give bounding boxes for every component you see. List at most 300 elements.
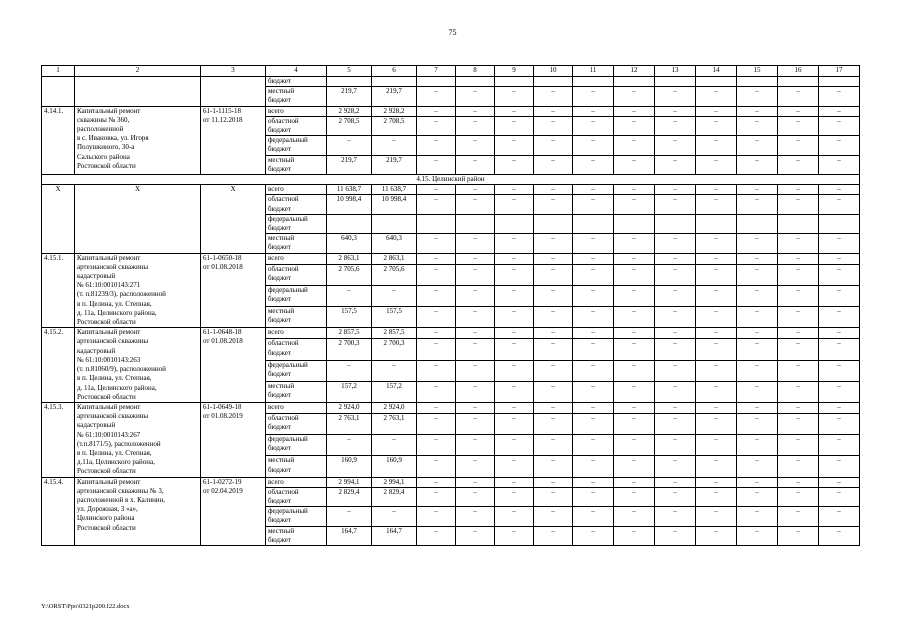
budget-level-line: местный xyxy=(268,456,295,465)
empty-value-dash: – xyxy=(534,87,573,106)
budget-level-cell: бюджет xyxy=(266,77,327,87)
empty-value-dash: – xyxy=(778,155,819,174)
empty-cell xyxy=(655,77,696,87)
column-number: 12 xyxy=(614,66,655,77)
budget-level-line: областной xyxy=(268,116,299,125)
empty-value-dash: – xyxy=(614,264,655,285)
empty-value-dash: – xyxy=(696,435,737,456)
column-number: 15 xyxy=(737,66,778,77)
empty-value-dash: – xyxy=(534,339,573,360)
empty-value-dash: – xyxy=(819,487,860,506)
budget-level-cell xyxy=(266,136,327,155)
description-line: д.11а, Целинского района, xyxy=(77,458,155,467)
value-cell: 10 998,4 xyxy=(372,195,417,214)
budget-level-cell xyxy=(266,402,327,413)
object-number: 4.15.1. xyxy=(42,253,75,328)
empty-value-dash: – xyxy=(819,136,860,155)
empty-value-dash: – xyxy=(614,381,655,402)
empty-cell xyxy=(495,77,534,87)
empty-cell xyxy=(372,214,417,233)
empty-value-dash: – xyxy=(456,487,495,506)
column-number: 2 xyxy=(75,66,201,77)
empty-value-dash: – xyxy=(737,106,778,116)
description-line: № 61:10:0010143:267 xyxy=(77,430,141,439)
budget-level-line: местный xyxy=(268,87,295,96)
object-number: 4.15.3. xyxy=(42,402,75,477)
empty-value-dash: – xyxy=(737,136,778,155)
budget-level-line: областной xyxy=(268,195,299,204)
value-cell: 2 763,1 xyxy=(327,414,372,435)
budget-level-line: бюджет xyxy=(268,273,291,282)
budget-level-line: бюджет xyxy=(268,465,291,474)
value-cell: 160,9 xyxy=(372,456,417,477)
description-line: д. 11а, Целинского района, xyxy=(77,383,157,392)
empty-value-dash: – xyxy=(737,307,778,328)
empty-value-dash: – xyxy=(534,285,573,306)
contract-date: от 01.08.2019 xyxy=(203,412,243,421)
empty-value-dash: – xyxy=(573,155,614,174)
budget-level-line: всего xyxy=(268,253,284,262)
empty-value-dash: – xyxy=(819,185,860,195)
empty-value-dash: – xyxy=(456,253,495,264)
description-line: кадастровый xyxy=(77,272,116,281)
empty-value-dash: – xyxy=(417,381,456,402)
empty-value-dash: – xyxy=(819,381,860,402)
empty-value-dash: – xyxy=(417,328,456,339)
empty-value-dash: – xyxy=(573,264,614,285)
empty-value-dash: – xyxy=(573,185,614,195)
value-cell: 10 998,4 xyxy=(327,195,372,214)
empty-value-dash: – xyxy=(417,195,456,214)
description-line: кадастровый xyxy=(77,421,116,430)
empty-value-dash: – xyxy=(495,195,534,214)
empty-value-dash: – xyxy=(737,487,778,506)
column-number-row xyxy=(42,66,860,77)
empty-value-dash: – xyxy=(655,477,696,487)
empty-value-dash: – xyxy=(573,487,614,506)
empty-value-dash: – xyxy=(778,285,819,306)
description-line: артезианской скважины xyxy=(77,412,149,421)
empty-value-dash: – xyxy=(614,185,655,195)
empty-value-dash: – xyxy=(655,456,696,477)
object-description xyxy=(75,402,201,477)
empty-cell xyxy=(655,214,696,233)
empty-value-dash: – xyxy=(696,414,737,435)
empty-value-dash: – xyxy=(534,185,573,195)
empty-value-dash: – xyxy=(778,264,819,285)
budget-level-line: бюджет xyxy=(268,348,291,357)
value-cell: 2 857,5 xyxy=(327,328,372,339)
budget-level-line: федеральный xyxy=(268,507,308,516)
empty-value-dash: – xyxy=(417,435,456,456)
empty-value-dash: – xyxy=(655,253,696,264)
empty-cell xyxy=(534,77,573,87)
empty-value-dash: – xyxy=(696,155,737,174)
description-line: Ростовской области xyxy=(77,467,136,476)
value-cell: – xyxy=(372,285,417,306)
empty-value-dash: – xyxy=(819,435,860,456)
empty-value-dash: – xyxy=(573,507,614,526)
contract-code: 61-1-0648-18 xyxy=(203,328,242,337)
empty-value-dash: – xyxy=(614,507,655,526)
empty-value-dash: – xyxy=(614,487,655,506)
empty-value-dash: – xyxy=(456,339,495,360)
empty-value-dash: – xyxy=(696,87,737,106)
empty-value-dash: – xyxy=(534,507,573,526)
budget-level-line: областной xyxy=(268,487,299,496)
empty-value-dash: – xyxy=(655,328,696,339)
value-cell: 219,7 xyxy=(372,155,417,174)
empty-value-dash: – xyxy=(456,155,495,174)
empty-value-dash: – xyxy=(495,116,534,135)
empty-value-dash: – xyxy=(495,264,534,285)
budget-level-cell xyxy=(266,234,327,253)
empty-value-dash: – xyxy=(778,381,819,402)
empty-value-dash: – xyxy=(778,116,819,135)
empty-value-dash: – xyxy=(655,185,696,195)
section-row xyxy=(42,175,860,185)
table-row xyxy=(42,106,860,116)
empty-value-dash: – xyxy=(534,234,573,253)
value-cell: – xyxy=(327,360,372,381)
empty-cell xyxy=(372,77,417,87)
column-number: 13 xyxy=(655,66,696,77)
column-number: 17 xyxy=(819,66,860,77)
budget-level-line: всего xyxy=(268,477,284,486)
empty-value-dash: – xyxy=(819,414,860,435)
value-cell: 219,7 xyxy=(372,87,417,106)
empty-value-dash: – xyxy=(655,106,696,116)
value-cell: 2 924,0 xyxy=(327,402,372,413)
budget-level-line: областной xyxy=(268,339,299,348)
empty-value-dash: – xyxy=(614,477,655,487)
continuation-blank xyxy=(201,77,266,107)
empty-value-dash: – xyxy=(573,136,614,155)
description-line: расположенной xyxy=(77,125,124,134)
empty-value-dash: – xyxy=(737,526,778,545)
empty-value-dash: – xyxy=(417,307,456,328)
budget-level-cell xyxy=(266,185,327,195)
empty-value-dash: – xyxy=(495,234,534,253)
budget-level-line: бюджет xyxy=(268,295,291,304)
empty-value-dash: – xyxy=(778,507,819,526)
empty-value-dash: – xyxy=(696,106,737,116)
empty-value-dash: – xyxy=(417,285,456,306)
budget-table xyxy=(41,65,860,546)
description-line: Ростовской области xyxy=(77,318,136,327)
budget-level-cell xyxy=(266,435,327,456)
x-marker: Х xyxy=(75,185,201,253)
column-number: 8 xyxy=(456,66,495,77)
empty-value-dash: – xyxy=(495,526,534,545)
empty-value-dash: – xyxy=(456,328,495,339)
object-description xyxy=(75,253,201,328)
empty-value-dash: – xyxy=(456,402,495,413)
empty-value-dash: – xyxy=(737,402,778,413)
empty-value-dash: – xyxy=(778,477,819,487)
empty-value-dash: – xyxy=(417,185,456,195)
empty-value-dash: – xyxy=(778,487,819,506)
budget-level-line: местный xyxy=(268,526,295,535)
empty-value-dash: – xyxy=(495,285,534,306)
empty-value-dash: – xyxy=(696,185,737,195)
empty-value-dash: – xyxy=(778,402,819,413)
value-cell: 219,7 xyxy=(327,155,372,174)
empty-value-dash: – xyxy=(778,87,819,106)
empty-value-dash: – xyxy=(655,116,696,135)
empty-value-dash: – xyxy=(737,381,778,402)
contract-date: от 01.08.2018 xyxy=(203,337,243,346)
value-cell: 2 829,4 xyxy=(372,487,417,506)
empty-value-dash: – xyxy=(456,285,495,306)
empty-value-dash: – xyxy=(614,526,655,545)
empty-value-dash: – xyxy=(737,477,778,487)
budget-level-line: бюджет xyxy=(268,496,291,505)
description-line: в п. Целина, ул. Степная, xyxy=(77,448,152,457)
empty-value-dash: – xyxy=(737,285,778,306)
empty-value-dash: – xyxy=(614,456,655,477)
empty-value-dash: – xyxy=(655,264,696,285)
empty-value-dash: – xyxy=(573,526,614,545)
empty-value-dash: – xyxy=(417,507,456,526)
empty-value-dash: – xyxy=(655,435,696,456)
empty-value-dash: – xyxy=(696,328,737,339)
empty-cell xyxy=(534,214,573,233)
empty-value-dash: – xyxy=(495,507,534,526)
empty-value-dash: – xyxy=(456,106,495,116)
empty-value-dash: – xyxy=(778,234,819,253)
empty-value-dash: – xyxy=(495,487,534,506)
empty-value-dash: – xyxy=(696,339,737,360)
empty-value-dash: – xyxy=(573,87,614,106)
empty-value-dash: – xyxy=(819,116,860,135)
empty-value-dash: – xyxy=(534,328,573,339)
budget-level-line: бюджет xyxy=(268,423,291,432)
budget-level-line: всего xyxy=(268,106,284,115)
empty-cell xyxy=(778,77,819,87)
empty-value-dash: – xyxy=(573,435,614,456)
empty-value-dash: – xyxy=(417,87,456,106)
empty-value-dash: – xyxy=(417,477,456,487)
column-number: 11 xyxy=(573,66,614,77)
empty-value-dash: – xyxy=(696,507,737,526)
budget-level-cell xyxy=(266,381,327,402)
empty-cell xyxy=(495,214,534,233)
budget-level-cell xyxy=(266,195,327,214)
budget-level-cell xyxy=(266,414,327,435)
budget-level-line: местный xyxy=(268,381,295,390)
column-number: 3 xyxy=(201,66,266,77)
empty-value-dash: – xyxy=(456,116,495,135)
empty-value-dash: – xyxy=(614,360,655,381)
budget-level-line: бюджет xyxy=(268,243,291,252)
description-line: в п. Целина, ул. Степная, xyxy=(77,299,152,308)
empty-value-dash: – xyxy=(655,526,696,545)
budget-level-line: бюджет xyxy=(268,164,291,173)
value-cell: 2 863,1 xyxy=(327,253,372,264)
empty-value-dash: – xyxy=(614,155,655,174)
empty-value-dash: – xyxy=(737,328,778,339)
empty-value-dash: – xyxy=(819,285,860,306)
empty-value-dash: – xyxy=(737,339,778,360)
value-cell: 160,9 xyxy=(327,456,372,477)
empty-cell xyxy=(737,77,778,87)
empty-value-dash: – xyxy=(778,253,819,264)
description-line: (т. п.81060/9), расположенной xyxy=(77,365,166,374)
empty-value-dash: – xyxy=(573,414,614,435)
description-line: артезианской скважины xyxy=(77,262,149,271)
empty-value-dash: – xyxy=(495,106,534,116)
empty-value-dash: – xyxy=(534,477,573,487)
empty-value-dash: – xyxy=(534,264,573,285)
empty-value-dash: – xyxy=(495,328,534,339)
empty-value-dash: – xyxy=(495,87,534,106)
empty-cell xyxy=(573,77,614,87)
column-number: 4 xyxy=(266,66,327,77)
description-line: Полушкиного, 30-а xyxy=(77,143,135,152)
budget-level-cell xyxy=(266,360,327,381)
empty-value-dash: – xyxy=(534,307,573,328)
empty-value-dash: – xyxy=(417,339,456,360)
contract-number xyxy=(201,106,266,174)
empty-value-dash: – xyxy=(495,435,534,456)
empty-value-dash: – xyxy=(696,381,737,402)
value-cell: 164,7 xyxy=(372,526,417,545)
empty-value-dash: – xyxy=(655,234,696,253)
budget-level-cell xyxy=(266,264,327,285)
empty-value-dash: – xyxy=(778,328,819,339)
value-cell: 2 708,5 xyxy=(372,116,417,135)
contract-number xyxy=(201,253,266,328)
budget-level-line: федеральный xyxy=(268,360,308,369)
empty-value-dash: – xyxy=(819,234,860,253)
empty-value-dash: – xyxy=(614,402,655,413)
value-cell: – xyxy=(372,360,417,381)
empty-value-dash: – xyxy=(417,360,456,381)
empty-value-dash: – xyxy=(495,477,534,487)
description-line: (т.п.8171/5), расположенной xyxy=(77,439,161,448)
value-cell: – xyxy=(372,435,417,456)
empty-value-dash: – xyxy=(655,285,696,306)
empty-value-dash: – xyxy=(737,116,778,135)
empty-cell xyxy=(456,77,495,87)
empty-value-dash: – xyxy=(417,487,456,506)
empty-value-dash: – xyxy=(495,136,534,155)
empty-value-dash: – xyxy=(696,234,737,253)
empty-value-dash: – xyxy=(573,116,614,135)
empty-value-dash: – xyxy=(534,414,573,435)
empty-value-dash: – xyxy=(495,360,534,381)
budget-level-line: бюджет xyxy=(268,316,291,325)
contract-code: 61-1-1115-18 xyxy=(203,106,241,115)
empty-value-dash: – xyxy=(456,477,495,487)
page-number: 75 xyxy=(448,28,457,37)
empty-value-dash: – xyxy=(819,253,860,264)
value-cell: 164,7 xyxy=(327,526,372,545)
empty-value-dash: – xyxy=(737,87,778,106)
budget-level-cell xyxy=(266,87,327,106)
empty-value-dash: – xyxy=(778,360,819,381)
empty-value-dash: – xyxy=(819,360,860,381)
object-description xyxy=(75,477,201,545)
empty-value-dash: – xyxy=(534,136,573,155)
value-cell: – xyxy=(327,435,372,456)
description-line: № 61:10:0010143:263 xyxy=(77,355,141,364)
empty-value-dash: – xyxy=(819,195,860,214)
value-cell: 640,3 xyxy=(327,234,372,253)
value-cell: 2 857,5 xyxy=(372,328,417,339)
empty-value-dash: – xyxy=(778,307,819,328)
budget-level-cell xyxy=(266,214,327,233)
empty-value-dash: – xyxy=(495,414,534,435)
budget-level-cell xyxy=(266,285,327,306)
x-marker: Х xyxy=(42,185,75,253)
empty-cell xyxy=(573,214,614,233)
empty-cell xyxy=(327,77,372,87)
budget-level-cell xyxy=(266,328,327,339)
empty-value-dash: – xyxy=(614,435,655,456)
value-cell: 2 928,2 xyxy=(372,106,417,116)
empty-value-dash: – xyxy=(573,106,614,116)
empty-value-dash: – xyxy=(655,414,696,435)
empty-value-dash: – xyxy=(534,435,573,456)
value-cell: 2 700,3 xyxy=(327,339,372,360)
empty-value-dash: – xyxy=(456,87,495,106)
empty-value-dash: – xyxy=(655,402,696,413)
empty-value-dash: – xyxy=(614,339,655,360)
empty-value-dash: – xyxy=(417,456,456,477)
empty-cell xyxy=(737,214,778,233)
empty-value-dash: – xyxy=(819,339,860,360)
empty-value-dash: – xyxy=(696,526,737,545)
value-cell: 2 700,3 xyxy=(372,339,417,360)
empty-value-dash: – xyxy=(778,185,819,195)
description-line: в с. Ивановка, ул. Игоря xyxy=(77,134,149,143)
empty-value-dash: – xyxy=(655,87,696,106)
column-number: 5 xyxy=(327,66,372,77)
value-cell: 157,2 xyxy=(327,381,372,402)
empty-value-dash: – xyxy=(495,456,534,477)
budget-level-line: всего xyxy=(268,185,284,194)
budget-level-line: бюджет xyxy=(268,369,291,378)
description-line: (т. п.81239/3), расположенной xyxy=(77,290,166,299)
table-row xyxy=(42,185,860,195)
column-number: 14 xyxy=(696,66,737,77)
budget-level-line: федеральный xyxy=(268,285,308,294)
value-cell: 640,3 xyxy=(372,234,417,253)
description-line: Ростовской области xyxy=(77,392,136,401)
description-line: артезианской скважины № 3, xyxy=(77,486,164,495)
empty-value-dash: – xyxy=(655,507,696,526)
empty-value-dash: – xyxy=(819,477,860,487)
value-cell: 157,5 xyxy=(327,307,372,328)
empty-value-dash: – xyxy=(534,195,573,214)
empty-value-dash: – xyxy=(534,456,573,477)
value-cell: 157,2 xyxy=(372,381,417,402)
column-number: 6 xyxy=(372,66,417,77)
empty-value-dash: – xyxy=(737,414,778,435)
value-cell: 2 928,2 xyxy=(327,106,372,116)
value-cell: – xyxy=(372,507,417,526)
empty-value-dash: – xyxy=(737,253,778,264)
empty-cell xyxy=(456,214,495,233)
empty-value-dash: – xyxy=(456,526,495,545)
empty-value-dash: – xyxy=(778,195,819,214)
table-row xyxy=(42,402,860,413)
empty-value-dash: – xyxy=(456,507,495,526)
empty-value-dash: – xyxy=(614,285,655,306)
budget-level-cell xyxy=(266,116,327,135)
